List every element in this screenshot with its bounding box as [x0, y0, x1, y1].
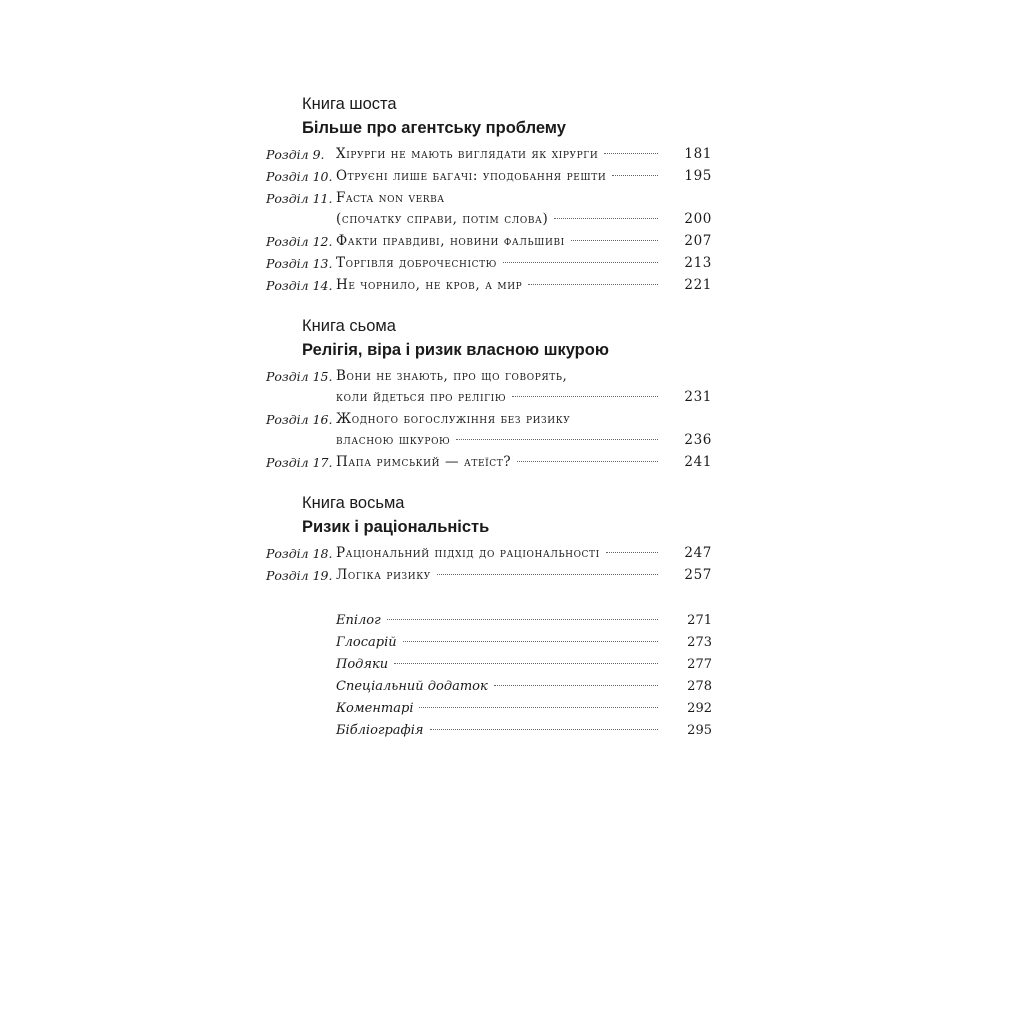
chapter-title: [336, 543, 666, 564]
chapter-title: [336, 366, 666, 408]
chapter-title-text: Вони не знають, про що говорять,: [336, 368, 568, 384]
back-matter-title: Епілог: [336, 613, 381, 628]
toc-entry: [266, 275, 712, 296]
page-number: 207: [684, 233, 712, 249]
dot-leader: [403, 641, 658, 642]
chapter-title: [336, 166, 666, 187]
dot-leader: [512, 396, 658, 397]
chapter-title-text: Facta non verba: [336, 190, 445, 206]
dot-leader: [604, 153, 658, 154]
chapter-title-text: коли йдеться про релігію: [336, 389, 507, 405]
dot-leader: [387, 619, 658, 620]
page-number: 257: [684, 567, 712, 583]
chapter-title-line: [336, 387, 666, 408]
page-number: 247: [684, 545, 712, 561]
back-matter-entry: [336, 632, 712, 654]
chapter-title: [336, 275, 666, 296]
chapter-title-text: Хірурги не мають виглядати як хірурги: [336, 146, 599, 162]
chapter-title-line: [336, 366, 666, 387]
chapter-title: [336, 144, 666, 165]
book-kicker: Книга сьома: [302, 317, 396, 335]
chapter-title: [336, 452, 666, 473]
chapter-title-line: [336, 275, 666, 296]
page-number: 278: [687, 679, 712, 694]
toc-entry: [266, 452, 712, 473]
book-section: [266, 314, 712, 473]
chapter-title: [336, 409, 666, 451]
dot-leader: [419, 707, 658, 708]
back-matter-entry: [336, 720, 712, 742]
chapter-title-line: [336, 188, 666, 209]
chapter-label: Розділ 17.: [266, 455, 333, 470]
page-number: 236: [684, 432, 712, 448]
chapter-title-text: власною шкурою: [336, 432, 451, 448]
chapter-title: [336, 231, 666, 252]
page-number: 277: [687, 657, 712, 672]
chapter-title-line: [336, 144, 666, 165]
toc-entry: [266, 409, 712, 451]
chapter-label: Розділ 13.: [266, 256, 333, 271]
chapter-title: [336, 253, 666, 274]
toc-entry: [266, 366, 712, 408]
chapter-label: Розділ 10.: [266, 169, 333, 184]
dot-leader: [612, 175, 658, 176]
chapter-title-line: [336, 231, 666, 252]
dot-leader: [494, 685, 658, 686]
page-number: 271: [687, 613, 712, 628]
back-matter-title: Спеціальний додаток: [336, 679, 488, 694]
page-number: 241: [684, 454, 712, 470]
chapter-title-text: Папа римський — атеїст?: [336, 454, 512, 470]
toc-entry: [266, 231, 712, 252]
books-container: [266, 92, 712, 586]
chapter-label: Розділ 9.: [266, 147, 325, 162]
toc-entry: [266, 188, 712, 230]
chapter-title-text: Жодного богослужіння без ризику: [336, 411, 571, 427]
toc-entry: [266, 565, 712, 586]
chapter-title-text: Торгівля доброчесністю: [336, 255, 498, 271]
dot-leader: [503, 262, 658, 263]
chapter-title-line: [336, 166, 666, 187]
back-matter-entry: [336, 698, 712, 720]
toc-entry: [266, 166, 712, 187]
chapter-label: Розділ 14.: [266, 278, 333, 293]
page-number: 213: [684, 255, 712, 271]
chapter-title-text: Отруєні лише багачі: уподобання решти: [336, 168, 607, 184]
chapter-title-line: [336, 543, 666, 564]
dot-leader: [437, 574, 658, 575]
chapter-title: [336, 565, 666, 586]
chapter-label: Розділ 16.: [266, 412, 333, 427]
chapter-label: Розділ 19.: [266, 568, 333, 583]
back-matter-entry: [336, 676, 712, 698]
dot-leader: [606, 552, 658, 553]
page-number: 292: [687, 701, 712, 716]
dot-leader: [430, 729, 659, 730]
dot-leader: [571, 240, 658, 241]
chapter-title-line: [336, 409, 666, 430]
chapter-title-text: Раціональний підхід до раціональності: [336, 545, 600, 561]
back-matter-title: Коментарі: [336, 701, 414, 716]
chapter-title: [336, 188, 666, 230]
table-of-contents: [266, 92, 712, 742]
back-matter-title: Глосарій: [336, 635, 397, 650]
page-number: 200: [684, 211, 712, 227]
dot-leader: [517, 461, 658, 462]
back-matter: [336, 610, 712, 742]
chapter-label: Розділ 18.: [266, 546, 333, 561]
dot-leader: [456, 439, 658, 440]
back-matter-entry: [336, 610, 712, 632]
toc-entry: [266, 543, 712, 564]
chapter-title-text: Факти правдиві, новини фальшиві: [336, 233, 565, 249]
chapter-label: Розділ 11.: [266, 191, 333, 206]
chapter-title-line: [336, 452, 666, 473]
page-number: 273: [687, 635, 712, 650]
book-title: Більше про агентську проблему: [302, 119, 566, 137]
chapter-title-line: [336, 430, 666, 451]
book-section: [266, 491, 712, 586]
chapter-label: Розділ 15.: [266, 369, 333, 384]
page-number: 181: [684, 146, 712, 162]
toc-entry: [266, 144, 712, 165]
book-title: Ризик і раціональність: [302, 518, 490, 536]
chapter-title-text: (спочатку справи, потім слова): [336, 211, 549, 227]
page-number: 295: [687, 723, 712, 738]
toc-entry: [266, 253, 712, 274]
book-kicker: Книга восьма: [302, 494, 405, 512]
dot-leader: [528, 284, 658, 285]
dot-leader: [394, 663, 658, 664]
book-title: Релігія, віра і ризик власною шкурою: [302, 341, 609, 359]
page-number: 195: [684, 168, 712, 184]
book-section: [266, 92, 712, 296]
chapter-label: Розділ 12.: [266, 234, 333, 249]
chapter-title-text: Логіка ризику: [336, 567, 431, 583]
back-matter-entry: [336, 654, 712, 676]
page-number: 231: [684, 389, 712, 405]
back-matter-title: Бібліографія: [336, 723, 424, 738]
dot-leader: [554, 218, 658, 219]
book-kicker: Книга шоста: [302, 95, 397, 113]
chapter-title-line: [336, 209, 666, 230]
chapter-title-text: Не чорнило, не кров, а мир: [336, 277, 523, 293]
page-number: 221: [684, 277, 712, 293]
chapter-title-line: [336, 253, 666, 274]
back-matter-title: Подяки: [336, 657, 389, 672]
chapter-title-line: [336, 565, 666, 586]
